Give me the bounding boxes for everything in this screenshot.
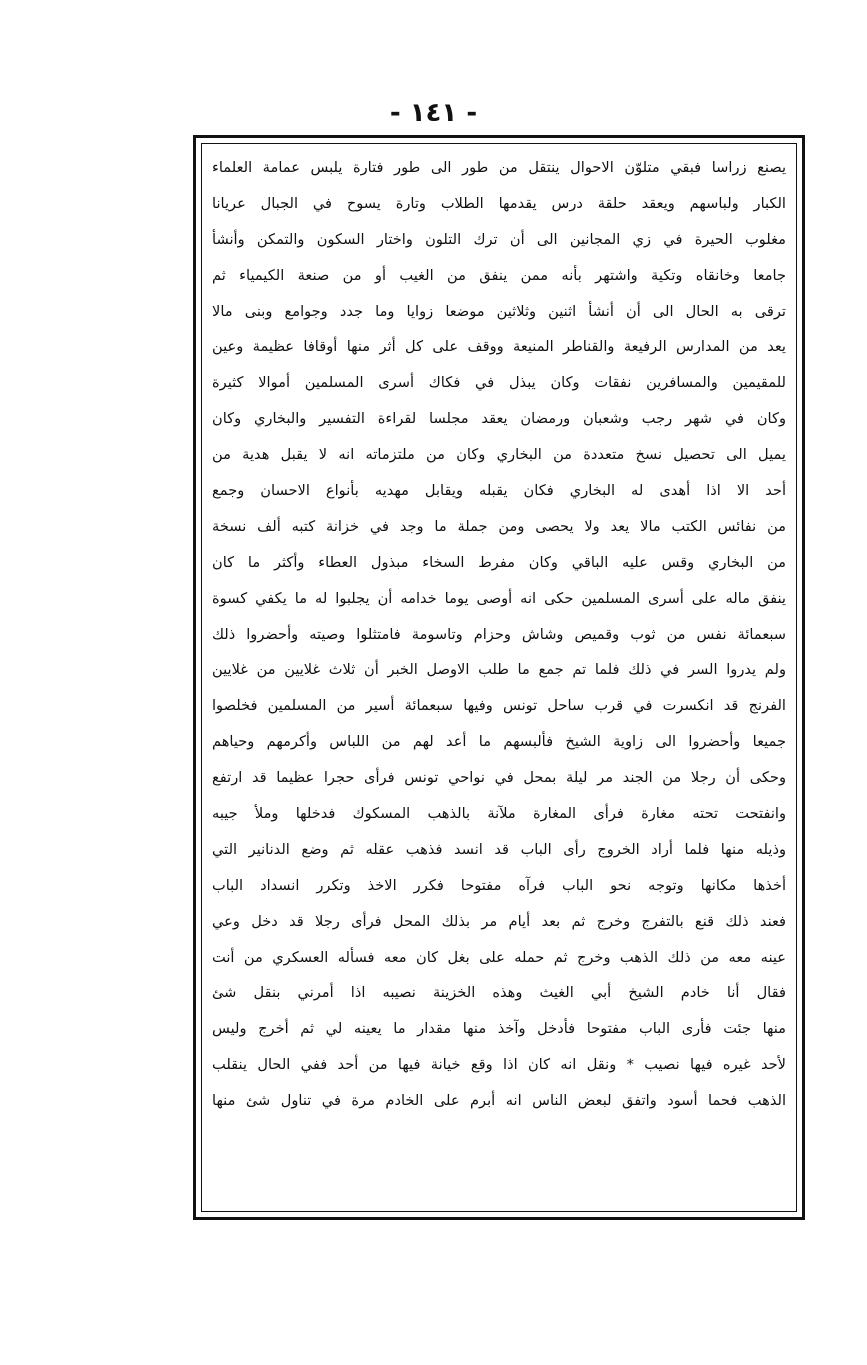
text-line: لأحد غيره فيها نصيب * ونقل انه كان اذا وقع خيانة فيها من أحد ففي الحال ينقلب [212,1056,786,1074]
text-line: من البخاري وقس عليه الباقي وكان مفرط السخاء مبذول العطاء وأكثر ما كان [212,553,786,571]
text-line: أخذها مكانها وتوجه نحو الباب فرآه مفتوحا فكرر الاخذ وتكرر انسداد الباب [212,876,786,894]
text-line: الذهب فحما أسود واتفق لبعض الناس انه أبرم على الخادم مرة في تناول شئ منها [212,1092,786,1110]
text-line: يصنع زراسا فبقي متلوّن الاحوال ينتقل من طور الى طور فتارة يلبس عمامة العلماء [212,159,786,176]
text-line: يعد من المدارس الرفيعة والقناطر المنيعة ووقف على كل أثر منها أوقافا عظيمة وعين [212,338,786,356]
text-line: جامعا وخانقاه وتكية واشتهر بأنه ممن ينفق من الغيب أو من صنعة الكيمياء ثم [212,266,786,284]
text-line: وانفتحت تحته مغارة فرأى المغارة ملآنة بالذهب المسكوك فدخلها وملأ جيبه [212,805,786,823]
text-frame-inner [201,143,797,1212]
text-line: وكان في شهر رجب وشعبان ورمضان يعقد مجلسا لقراءة التفسير والبخاري وكان [212,410,786,428]
text-line: سبعمائة نفس من ثوب وقميص وشاش وحزام وتاسومة فامتثلوا وصيته وأحضروا ذلك [212,625,786,643]
text-line: من نفائس الكتب مالا يعد ولا يحصى ومن جملة ما وجد في خزانة كتبه ألف نسخة [212,517,786,535]
text-line: وحكى أن رجلا من الجند مر ليلة بمحل في نواحي تونس فرأى حجرا عظيما قد ارتفع [212,769,786,787]
text-line: فقال أنا خادم الشيخ أبي الغيث وهذه الخزينة نصيبه اذا أمرني بنقل شئ [212,984,786,1002]
body-text [212,150,786,1119]
text-line: للمقيمين والمسافرين نفقات وكان يبذل في فكاك أسرى المسلمين أموالا كثيرة [212,374,786,392]
text-line: وذيله منها فلما أراد الخروج رأى الباب قد انسد فذهب عقله ثم وضع الدنانير التي [212,840,786,858]
text-line: يميل الى تحصيل نسخ متعددة من البخاري وكان من ملتزماته انه لا يقبل هدية من [212,446,786,464]
text-line: الفرنج قد انكسرت في قرب ساحل تونس وفيها سبعمائة أسير من المسلمين فخلصوا [212,697,786,715]
text-line: ولم يدروا السر في ذلك فلما تم جمع ما طلب الاوصل الخبر أن ثلاث غلايين من غلايين [212,661,786,679]
text-line: أحد الا اذا أهدى له البخاري فكان يقبله ويقابل مهديه بأنواع الاحسان وجمع [212,482,786,500]
text-line: ينفق ماله على أسرى المسلمين حكى انه أوصى يوما خدامه أن يجلبوا له ما يكفي كسوة [212,589,786,607]
text-line: مغلوب الحيرة في زي المجانين الى أن ترك التلون واختار السكون والتمكن وأنشأ [212,230,786,248]
text-line: عينه معه من ذلك الذهب وخرج ثم حمله على بغل كان معه فسأله العسكري من أنت [212,948,786,966]
text-line: الكبار ولباسهم ويعقد حلقة درس يقدمها الطلاب وتارة يسوح في الجبال عريانا [212,194,786,212]
text-line: ترقى به الحال الى أن أنشأ اثنين وثلاثين موضعا زوايا وما جدد وجوامع وبنى مالا [212,302,786,320]
page-number: - ١٤١ - [389,98,478,128]
text-frame-outer [193,135,805,1220]
text-line: فعند ذلك قنع بالتفرج وخرج ثم بعد أيام مر بذلك المحل فرأى رجلا قد دخل وعي [212,912,786,930]
text-line: جميعا وأحضروا الى زاوية الشيخ فألبسهم ما أعد لهم من اللباس وأكرمهم وحياهم [212,733,786,751]
text-line: منها جئت فأرى الباب مفتوحا فأدخل وآخذ منها مقدار ما يعينه لي ثم أخرج وليس [212,1020,786,1038]
